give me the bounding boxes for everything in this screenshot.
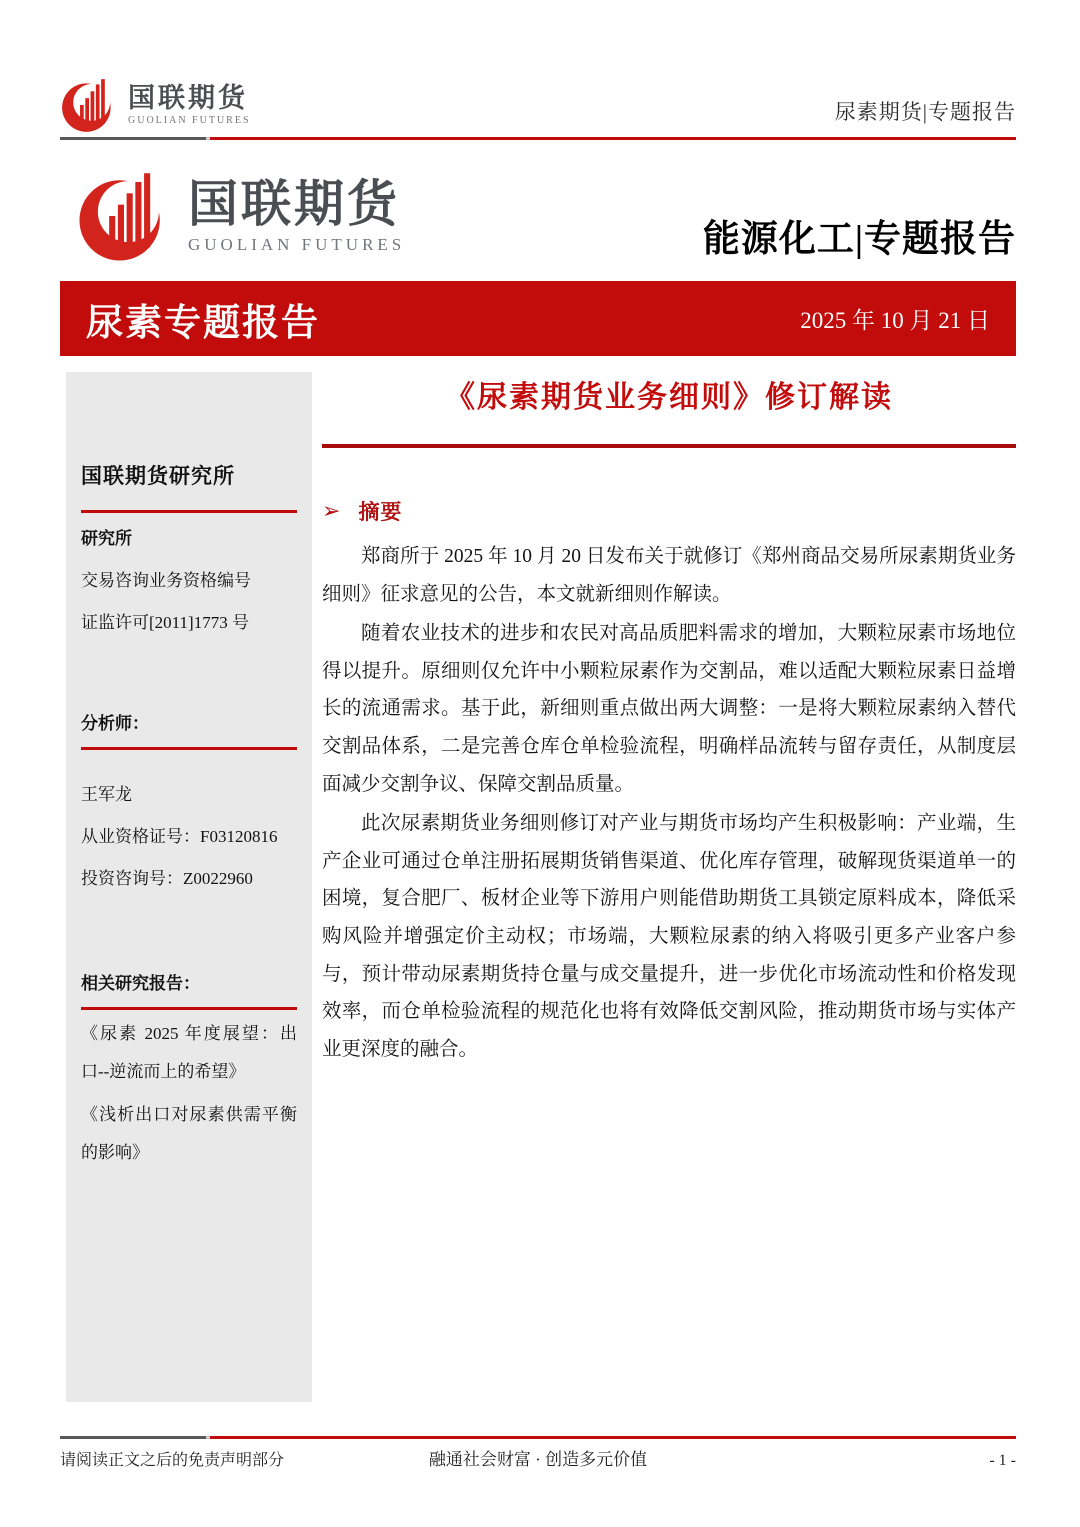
summary-label: 摘要 xyxy=(358,500,403,524)
brand-name-cn: 国联期货 xyxy=(128,82,248,113)
masthead-brand xyxy=(76,168,405,264)
guolian-logo-icon xyxy=(60,76,128,134)
company-slogan: 融通社会财富 · 创造多元价值 xyxy=(428,1450,648,1469)
summary-paragraph: 此次尿素期货业务细则修订对产业与期货市场均产生积极影响：产业端，生产企业可通过仓单注册拓展期货销售渠道、优化库存管理，破解现货渠道单一的困境，复合肥厂、板材企业等下游用户则能借助期货工具锁定原料成本，降低采购风险并增强定价主动权；市场端，大颗粒尿素的纳入将吸引更多产业客户参与，预计带动尿素期货持仓量与成交量提升，进一步优化市场流动性和价格发现效率，而仓单检验流程的规范化也将有效降低交割风险，推动期货市场与实体产业更深度的融合。 xyxy=(322,813,1016,1060)
page-number: - 1 - xyxy=(989,1452,1016,1469)
masthead xyxy=(76,160,1016,264)
report-title: 《尿素期货业务细则》修订解读 xyxy=(445,381,893,414)
license-number-line: 证监许可[2011]1773 号 xyxy=(81,613,249,632)
summary-heading-row xyxy=(322,496,1016,526)
page-footer xyxy=(60,1445,1016,1470)
related-reports-heading: 相关研究报告： xyxy=(81,974,200,993)
analyst-cert-number: 从业资格证号：F03120816 xyxy=(81,827,278,846)
research-office-heading: 研究所 xyxy=(81,529,132,548)
disclaimer-note: 请阅读正文之后的免责声明部分 xyxy=(60,1452,285,1469)
banner-date: 2025 年 10 月 21 日 xyxy=(800,308,990,333)
header-divider xyxy=(60,137,1016,140)
arrow-bullet-icon: ➢ xyxy=(322,498,341,523)
analyst-name: 王军龙 xyxy=(81,785,132,804)
related-report-item: 《浅析出口对尿素供需平衡的影响》 xyxy=(81,1105,297,1162)
summary-paragraph: 郑商所于 2025 年 10 月 20 日发布关于就修订《郑州商品交易所尿素期货业务细则》征求意见的公告，本文就新细则作解读。 xyxy=(322,546,1016,605)
brand-name-cn: 国联期货 xyxy=(188,176,400,232)
title-banner xyxy=(60,281,1016,356)
institute-name: 国联期货研究所 xyxy=(81,464,235,488)
sidebar xyxy=(66,372,312,1402)
brand-name-en: GUOLIAN FUTURES xyxy=(128,114,251,126)
report-category-label: 能源化工|专题报告 xyxy=(702,219,1016,260)
page-header xyxy=(60,66,1016,134)
sidebar-divider xyxy=(81,1007,297,1010)
masthead-brand-text xyxy=(188,176,406,254)
header-brand-text xyxy=(128,82,251,126)
footer-divider xyxy=(60,1436,1016,1439)
analyst-heading: 分析师： xyxy=(81,714,149,733)
header-brand xyxy=(60,76,251,134)
summary-paragraph: 随着农业技术的进步和农民对高品质肥料需求的增加，大颗粒尿素市场地位得以提升。原细则仅允许中小颗粒尿素作为交割品，难以适配大颗粒尿素日益增长的流通需求。基于此，新细则重点做出两大调整：一是将大颗粒尿素纳入替代交割品体系，二是完善仓库仓单检验流程，明确样品流转与留存责任，从制度层面减少交割争议、保障交割品质量。 xyxy=(322,623,1016,795)
summary-body xyxy=(322,538,1016,1068)
main-content xyxy=(322,378,1016,1070)
header-report-type-label: 尿素期货|专题报告 xyxy=(834,100,1016,124)
sidebar-divider xyxy=(81,747,297,750)
related-report-item: 《尿素 2025 年度展望：出口--逆流而上的希望》 xyxy=(81,1024,297,1081)
banner-title: 尿素专题报告 xyxy=(86,302,320,344)
title-divider xyxy=(322,444,1016,448)
sidebar-divider xyxy=(81,510,297,513)
guolian-logo-icon xyxy=(76,168,188,264)
brand-name-en: GUOLIAN FUTURES xyxy=(188,235,406,254)
analyst-advisory-number: 投资咨询号：Z0022960 xyxy=(81,869,253,888)
qualification-number-line: 交易咨询业务资格编号 xyxy=(81,571,251,590)
